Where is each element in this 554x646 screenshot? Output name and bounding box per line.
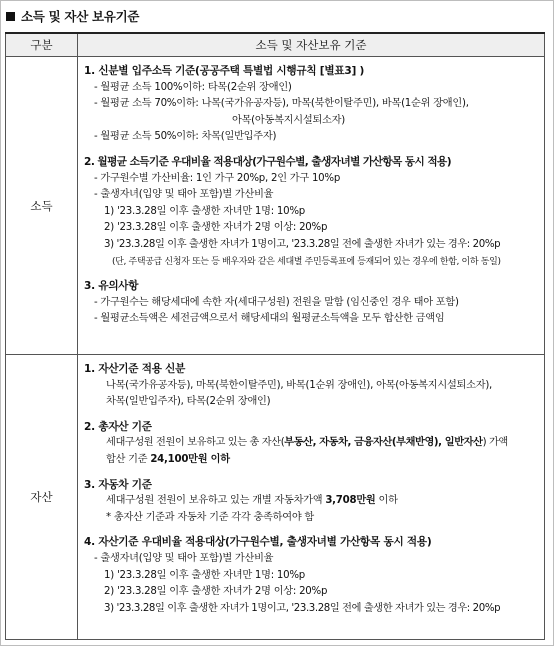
note: * 총자산 기준과 자동차 기준 각각 충족하여야 함 bbox=[106, 511, 314, 523]
header-criteria: 소득 및 자산보유 기준 bbox=[78, 33, 545, 57]
asset-row bbox=[6, 355, 545, 640]
section-heading: 4. 자산기준 우대비율 적용대상(가구원수별, 출생자녀별 가산항목 동시 적용) bbox=[84, 536, 432, 549]
list-item: - 출생자녀(입양 및 태아 포함)별 가산비율 bbox=[94, 189, 274, 201]
list-item: - 월평균 소득 100%이하: 타목(2순위 장애인) bbox=[94, 81, 292, 93]
total-asset-rule: 세대구성원 전원이 보유하고 있는 총 자산(부동산, 자동차, 금융자산(부채반영), 일반자산) 가액 bbox=[106, 437, 508, 449]
list-item: 차목(일반입주자), 타목(2순위 장애인) bbox=[106, 396, 271, 408]
list-item: - 가구원수는 해당세대에 속한 자(세대구성원) 전원을 말함 (임신중인 경우 태아 포함) bbox=[94, 296, 459, 308]
income-section-2 bbox=[84, 154, 538, 270]
vehicle-rule: 세대구성원 전원이 보유하고 있는 개별 자동차가액 3,708만원 이하 bbox=[106, 495, 398, 507]
page-title-text: 소득 및 자산 보유기준 bbox=[21, 9, 140, 24]
list-item: 3) '23.3.28일 이후 출생한 자녀가 1명이고, '23.3.28일 전에 출생한 자녀가 있는 경우: 20%p bbox=[104, 602, 501, 614]
income-criteria-cell bbox=[78, 57, 545, 355]
section-heading: 1. 신분별 입주소득 기준(공공주택 특별법 시행규칙 [별표3] ) bbox=[84, 65, 365, 77]
asset-criteria-cell bbox=[78, 355, 545, 640]
income-row bbox=[6, 57, 545, 355]
criteria-table bbox=[5, 32, 545, 640]
list-item: 1) '23.3.28일 이후 출생한 자녀만 1명: 10%p bbox=[104, 569, 306, 581]
asset-section-1 bbox=[84, 361, 538, 411]
list-item: - 월평균 소득 50%이하: 차목(일반입주자) bbox=[94, 131, 277, 143]
list-item: 아목(아동복지시설퇴소자) bbox=[232, 114, 345, 126]
total-asset-limit: 합산 기준 24,100만원 이하 bbox=[106, 453, 230, 465]
asset-section-4 bbox=[84, 534, 538, 617]
section-heading: 3. 유의사항 bbox=[84, 280, 139, 293]
list-item: - 출생자녀(입양 및 태아 포함)별 가산비율 bbox=[94, 552, 274, 564]
page-title bbox=[6, 7, 139, 25]
list-item: 3) '23.3.28일 이후 출생한 자녀가 1명이고, '23.3.28일 전에 출생한 자녀가 있는 경우: 20%p bbox=[104, 238, 501, 250]
header-category: 구분 bbox=[6, 33, 78, 57]
section-heading: 2. 총자산 기준 bbox=[84, 420, 152, 433]
list-item: 2) '23.3.28일 이후 출생한 자녀가 2명 이상: 20%p bbox=[104, 586, 328, 598]
footnote: (단, 주택공급 신청자 또는 등 배우자와 같은 세대별 주민등록표에 등재되어 있는 경우에 한함, 이하 동일) bbox=[112, 256, 501, 267]
asset-section-2 bbox=[84, 419, 538, 469]
income-section-1 bbox=[84, 63, 538, 146]
list-item: 1) '23.3.28일 이후 출생한 자녀만 1명: 10%p bbox=[104, 205, 306, 217]
section-heading: 1. 자산기준 적용 신분 bbox=[84, 363, 186, 375]
list-item: - 가구원수별 가산비율: 1인 가구 20%p, 2인 가구 10%p bbox=[94, 172, 341, 184]
section-heading: 2. 월평균 소득기준 우대비율 적용대상(가구원수별, 출생자녀별 가산항목 동시 적용) bbox=[84, 155, 452, 168]
list-item: - 월평균 소득 70%이하: 나목(국가유공자등), 마목(북한이탈주민), 바목(1순위 장애인), bbox=[94, 98, 469, 110]
income-label: 소득 bbox=[6, 57, 78, 355]
list-item: 2) '23.3.28일 이후 출생한 자녀가 2명 이상: 20%p bbox=[104, 222, 328, 234]
income-section-3 bbox=[84, 278, 538, 328]
list-item: 나목(국가유공자등), 마목(북한이탈주민), 바목(1순위 장애인), 아목(아동복지시설퇴소자), bbox=[106, 379, 493, 391]
asset-section-3 bbox=[84, 477, 538, 527]
table-header-row bbox=[6, 33, 545, 57]
list-item: - 월평균소득액은 세전금액으로서 해당세대의 월평균소득액을 모두 합산한 금액임 bbox=[94, 313, 445, 325]
square-bullet-icon bbox=[6, 12, 15, 21]
asset-label: 자산 bbox=[6, 355, 78, 640]
section-heading: 3. 자동차 기준 bbox=[84, 478, 152, 491]
